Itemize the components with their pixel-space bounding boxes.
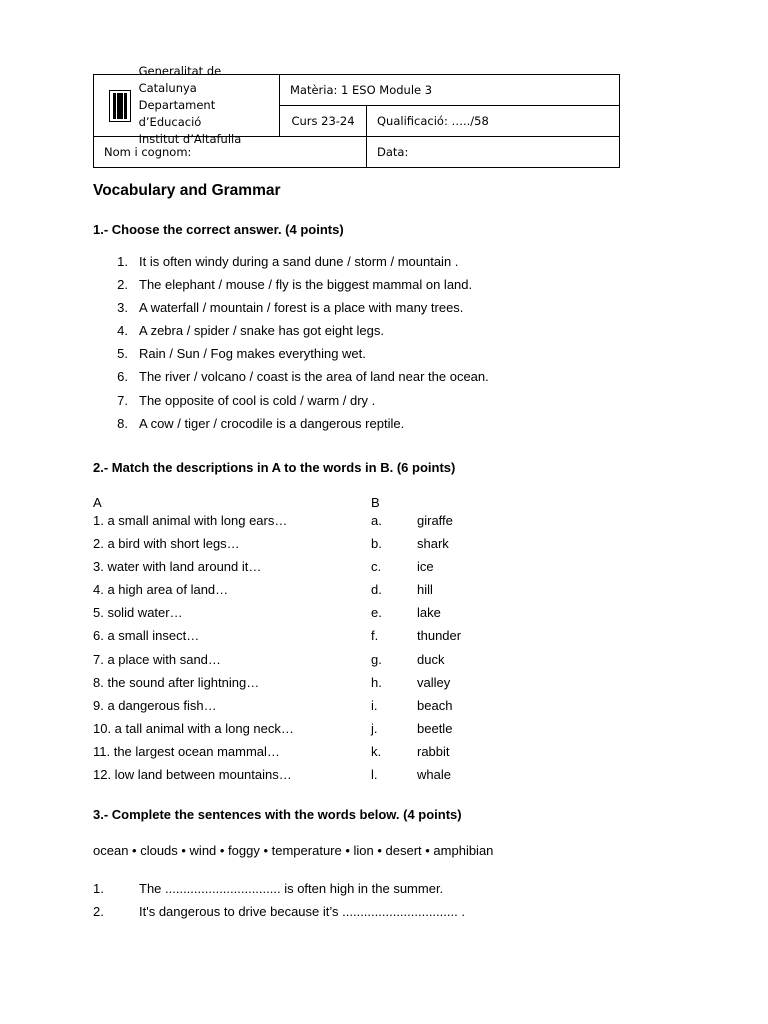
word-bank: ocean • clouds • wind • foggy • temperature • lion • desert • amphibian [93,843,494,858]
date-field[interactable]: Data: [367,137,620,168]
list-item: 8. the sound after lightning… [93,674,260,690]
header-table [93,64,620,168]
list-item: h. valley [371,674,451,690]
q3-list [93,881,465,927]
q1-list [93,254,489,439]
list-item: 9. a dangerous fish… [93,697,217,713]
list-item: 4. a high area of land… [93,582,229,598]
list-item: k. rabbit [371,743,450,759]
subject-cell: Matèria: 1 ESO Module 3 [280,75,620,106]
list-item: 5. Rain / Sun / Fog makes everything wet. [117,346,366,362]
list-item: b. shark [371,536,449,552]
list-item: 10. a tall animal with a long neck… [93,720,294,736]
list-item: f. thunder [371,628,462,644]
list-item: c. ice [371,559,434,575]
list-item[interactable]: 1. The ................................ is often high in the summer. [93,881,444,896]
list-item: 2. The elephant / mouse / fly is the biggest mammal on land. [117,277,473,293]
column-b-list [371,509,461,786]
course-cell: Curs 23-24 [280,106,367,137]
list-item: 1. a small animal with long ears… [93,513,288,528]
column-a-list [93,509,294,786]
list-item: 5. solid water… [93,605,183,621]
list-item: d. hill [371,582,433,598]
institution-name: Generalitat de Catalunya Departament d’Educació Institut d’Altafulla [138,64,242,146]
list-item: 7. The opposite of cool is cold / warm / dry . [117,392,376,408]
list-item: 6. The river / volcano / coast is the area of land near the ocean. [117,369,489,385]
q3-title: 3.- Complete the sentences with the words below. (4 points) [93,807,462,822]
grade-cell[interactable]: Qualificació: …../58 [367,106,620,137]
list-item: g. duck [371,651,445,667]
list-item[interactable]: 2. It's dangerous to drive because it’s ................................ . [93,904,465,919]
name-field[interactable]: Nom i cognom: [94,137,367,168]
column-b-label: B [371,495,380,510]
list-item: j. beetle [371,720,453,736]
list-item: a. giraffe [371,513,453,528]
list-item: i. beach [371,697,453,713]
list-item: 8. A cow / tiger / crocodile is a dangerous reptile. [117,415,405,431]
q1-title: 1.- Choose the correct answer. (4 points) [93,222,344,237]
list-item: 1. It is often windy during a sand dune / storm / mountain . [117,254,459,269]
catalan-flag-icon [109,90,131,122]
institution-cell [94,64,280,146]
list-item: 2. a bird with short legs… [93,536,240,552]
section-title: Vocabulary and Grammar [93,182,281,199]
list-item: 11. the largest ocean mammal… [93,743,280,759]
list-item: l. whale [371,767,451,783]
column-a-label: A [93,495,102,510]
list-item: 12. low land between mountains… [93,767,292,783]
list-item: e. lake [371,605,441,621]
list-item: 6. a small insect… [93,628,200,644]
list-item: 4. A zebra / spider / snake has got eight legs. [117,323,384,339]
list-item: 7. a place with sand… [93,651,221,667]
q2-title: 2.- Match the descriptions in A to the words in B. (6 points) [93,460,456,475]
list-item: 3. A waterfall / mountain / forest is a place with many trees. [117,300,464,316]
list-item: 3. water with land around it… [93,559,262,575]
